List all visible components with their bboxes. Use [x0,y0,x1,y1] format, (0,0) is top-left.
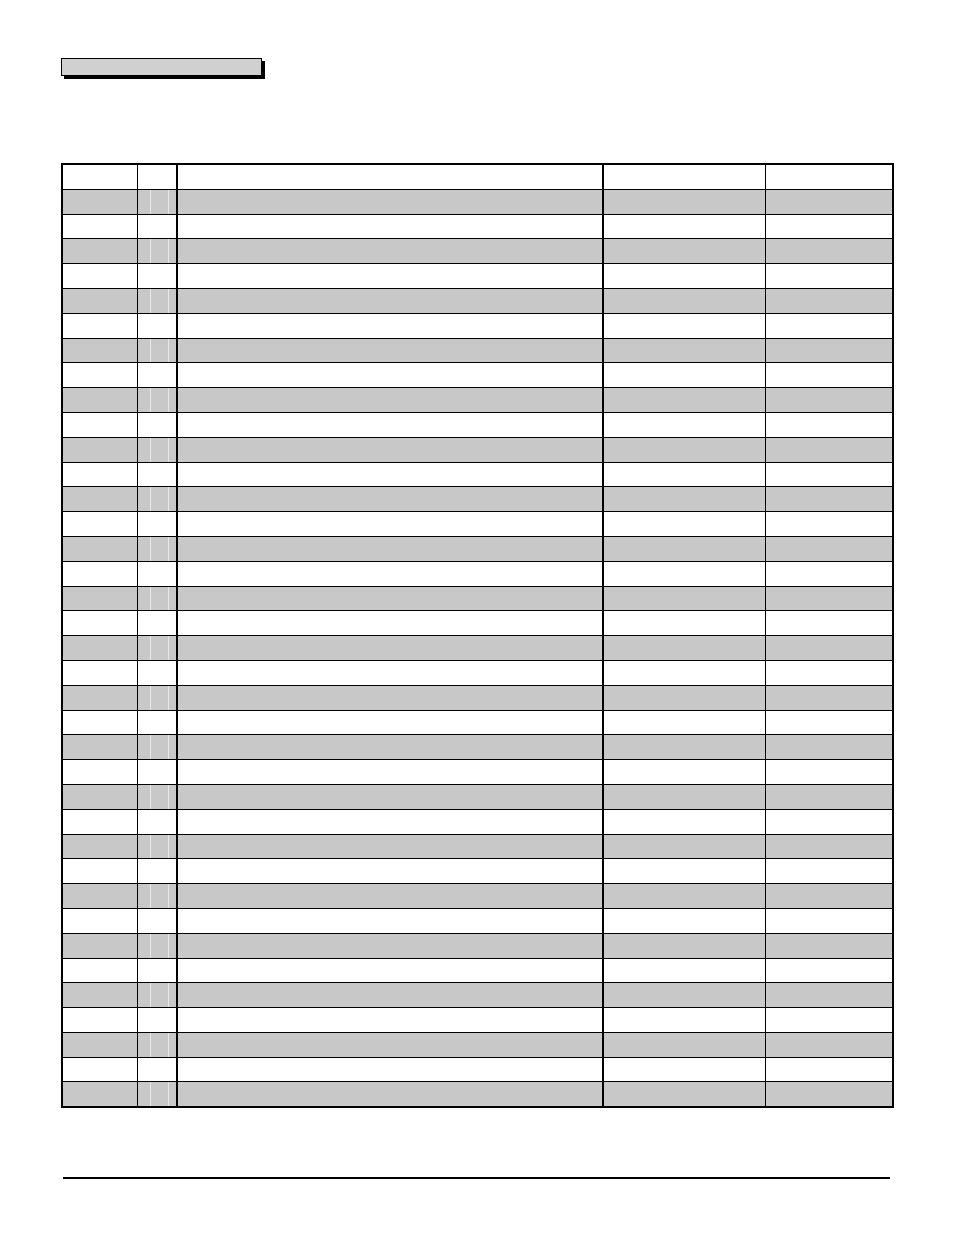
table-row [62,536,893,561]
table-row [62,611,893,636]
table-cell [62,561,137,586]
table-cell [177,685,603,710]
table-cell [603,239,765,264]
table-cell [137,784,177,809]
table-cell [62,586,137,611]
table-row [62,338,893,363]
table-cell [137,338,177,363]
table-cell [765,710,893,735]
table-cell [765,933,893,958]
data-table [61,163,894,1108]
table-cell [177,908,603,933]
table-cell [765,561,893,586]
table-cell [177,983,603,1008]
table-cell [765,487,893,512]
table-cell [603,1032,765,1057]
table-cell [137,536,177,561]
table-row [62,908,893,933]
table-row [62,1032,893,1057]
table-cell [62,611,137,636]
table-cell [177,462,603,487]
table-cell [137,809,177,834]
table-cell [137,586,177,611]
table-cell [62,1032,137,1057]
table-cell [603,561,765,586]
table-row [62,462,893,487]
table-cell [177,660,603,685]
table-cell [603,214,765,239]
table-cell [603,338,765,363]
table-cell [177,1008,603,1033]
table-cell [137,288,177,313]
table-row [62,983,893,1008]
table-cell [62,685,137,710]
table-cell [765,313,893,338]
table-row [62,1082,893,1107]
table-cell [137,388,177,413]
table-cell [177,264,603,289]
table-cell [603,412,765,437]
table-cell [62,1057,137,1082]
table-cell [137,239,177,264]
table-row [62,561,893,586]
table-cell [137,660,177,685]
table-cell [62,338,137,363]
table-cell [765,586,893,611]
table-cell [603,760,765,785]
table-cell [765,884,893,909]
table-cell [603,933,765,958]
table-cell [765,1008,893,1033]
table-cell [62,636,137,661]
table-cell [62,983,137,1008]
table-cell [177,338,603,363]
table-cell [765,809,893,834]
table-cell [62,412,137,437]
table-cell [765,412,893,437]
table-cell [62,462,137,487]
table-row [62,710,893,735]
table-cell [603,884,765,909]
table-header-row [62,164,893,189]
table-cell [603,735,765,760]
table-cell [177,1057,603,1082]
table-row [62,1057,893,1082]
table-cell [603,611,765,636]
table-cell [62,710,137,735]
table-cell [137,561,177,586]
table-cell [603,636,765,661]
table-cell [177,933,603,958]
table-cell [765,859,893,884]
table-cell [177,735,603,760]
table-cell [137,735,177,760]
table-cell [137,512,177,537]
table-cell [137,437,177,462]
table-row [62,313,893,338]
table-cell [137,636,177,661]
table-row [62,859,893,884]
table-cell [137,834,177,859]
table-row [62,834,893,859]
column-header [603,164,765,189]
table-cell [603,908,765,933]
table-cell [62,388,137,413]
table-cell [603,859,765,884]
table-row [62,264,893,289]
column-header [177,164,603,189]
table-cell [177,288,603,313]
table-cell [137,412,177,437]
table-row [62,884,893,909]
table-cell [765,760,893,785]
column-header [765,164,893,189]
table-row [62,958,893,983]
table-row [62,363,893,388]
table-row [62,239,893,264]
table-cell [603,809,765,834]
table-cell [603,710,765,735]
table-cell [62,214,137,239]
table-cell [765,1032,893,1057]
table-cell [137,933,177,958]
table-row [62,784,893,809]
table-cell [137,189,177,214]
table-cell [137,1032,177,1057]
table-cell [177,586,603,611]
table-cell [177,189,603,214]
table-cell [62,437,137,462]
table-cell [177,636,603,661]
column-header [62,164,137,189]
table-cell [765,363,893,388]
table-cell [62,660,137,685]
table-row [62,288,893,313]
table-cell [765,189,893,214]
table-cell [62,189,137,214]
table-cell [62,536,137,561]
table-cell [765,834,893,859]
table-cell [62,760,137,785]
table-cell [765,437,893,462]
table-cell [765,288,893,313]
table-cell [62,834,137,859]
table-cell [137,958,177,983]
table-cell [137,710,177,735]
table-row [62,760,893,785]
table-cell [177,760,603,785]
table-cell [765,214,893,239]
table-cell [765,338,893,363]
table-cell [603,784,765,809]
table-cell [62,735,137,760]
table-cell [765,512,893,537]
table-cell [62,958,137,983]
table-cell [603,1008,765,1033]
table-row [62,412,893,437]
table-cell [177,363,603,388]
table-cell [137,760,177,785]
table-cell [603,288,765,313]
table-cell [765,685,893,710]
table-cell [137,908,177,933]
table-cell [137,313,177,338]
table-cell [137,685,177,710]
table-cell [177,561,603,586]
table-cell [177,784,603,809]
table-row [62,660,893,685]
table-row [62,189,893,214]
table-cell [137,884,177,909]
table-cell [177,487,603,512]
table-row [62,1008,893,1033]
table-cell [62,512,137,537]
table-cell [62,908,137,933]
table-cell [765,735,893,760]
table-cell [177,1032,603,1057]
table-cell [765,536,893,561]
table-cell [603,1082,765,1107]
table-cell [62,859,137,884]
table-row [62,437,893,462]
table-cell [62,933,137,958]
table-cell [62,313,137,338]
section-title-box [61,58,262,76]
table-cell [765,1082,893,1107]
table-cell [137,462,177,487]
table-cell [765,264,893,289]
table-row [62,512,893,537]
table-cell [62,784,137,809]
table-row [62,809,893,834]
table-cell [765,636,893,661]
table-cell [177,214,603,239]
table-cell [62,239,137,264]
table-cell [62,288,137,313]
column-header [137,164,177,189]
table-cell [137,1082,177,1107]
table-cell [603,958,765,983]
table-cell [765,388,893,413]
table-cell [765,908,893,933]
table-row [62,214,893,239]
table-cell [177,512,603,537]
table-cell [603,660,765,685]
table-cell [137,1057,177,1082]
table-cell [603,487,765,512]
table-cell [62,1008,137,1033]
table-cell [177,388,603,413]
table-cell [177,412,603,437]
table-cell [62,487,137,512]
table-cell [177,884,603,909]
table-cell [603,834,765,859]
table-cell [137,983,177,1008]
table-row [62,933,893,958]
table-cell [137,264,177,289]
table-cell [62,363,137,388]
footer-rule [63,1177,890,1179]
table-cell [603,983,765,1008]
table-cell [603,388,765,413]
table-cell [603,264,765,289]
table-cell [177,437,603,462]
table-cell [137,214,177,239]
table-cell [137,487,177,512]
table-cell [177,958,603,983]
table-row [62,735,893,760]
table-cell [137,859,177,884]
table-cell [603,685,765,710]
table-cell [603,437,765,462]
table-cell [765,784,893,809]
table-cell [765,611,893,636]
table-cell [137,363,177,388]
table-cell [62,264,137,289]
table-row [62,636,893,661]
table-cell [765,958,893,983]
table-cell [603,586,765,611]
table-cell [177,859,603,884]
table-row [62,487,893,512]
table-cell [177,834,603,859]
table-cell [765,239,893,264]
table-cell [765,1057,893,1082]
table-cell [62,1082,137,1107]
table-row [62,388,893,413]
table-cell [177,809,603,834]
table-cell [177,1082,603,1107]
table-cell [177,536,603,561]
table-cell [603,363,765,388]
table-cell [62,809,137,834]
table-cell [765,462,893,487]
table-cell [765,660,893,685]
table-cell [603,536,765,561]
table-body [62,189,893,1107]
table-cell [177,239,603,264]
table-cell [603,462,765,487]
table-cell [62,884,137,909]
table-cell [137,611,177,636]
table-cell [765,983,893,1008]
table-cell [177,611,603,636]
table-row [62,685,893,710]
table-cell [177,313,603,338]
table-cell [603,313,765,338]
table-cell [137,1008,177,1033]
table-cell [603,512,765,537]
table-cell [603,189,765,214]
table-cell [603,1057,765,1082]
table-row [62,586,893,611]
table-cell [177,710,603,735]
